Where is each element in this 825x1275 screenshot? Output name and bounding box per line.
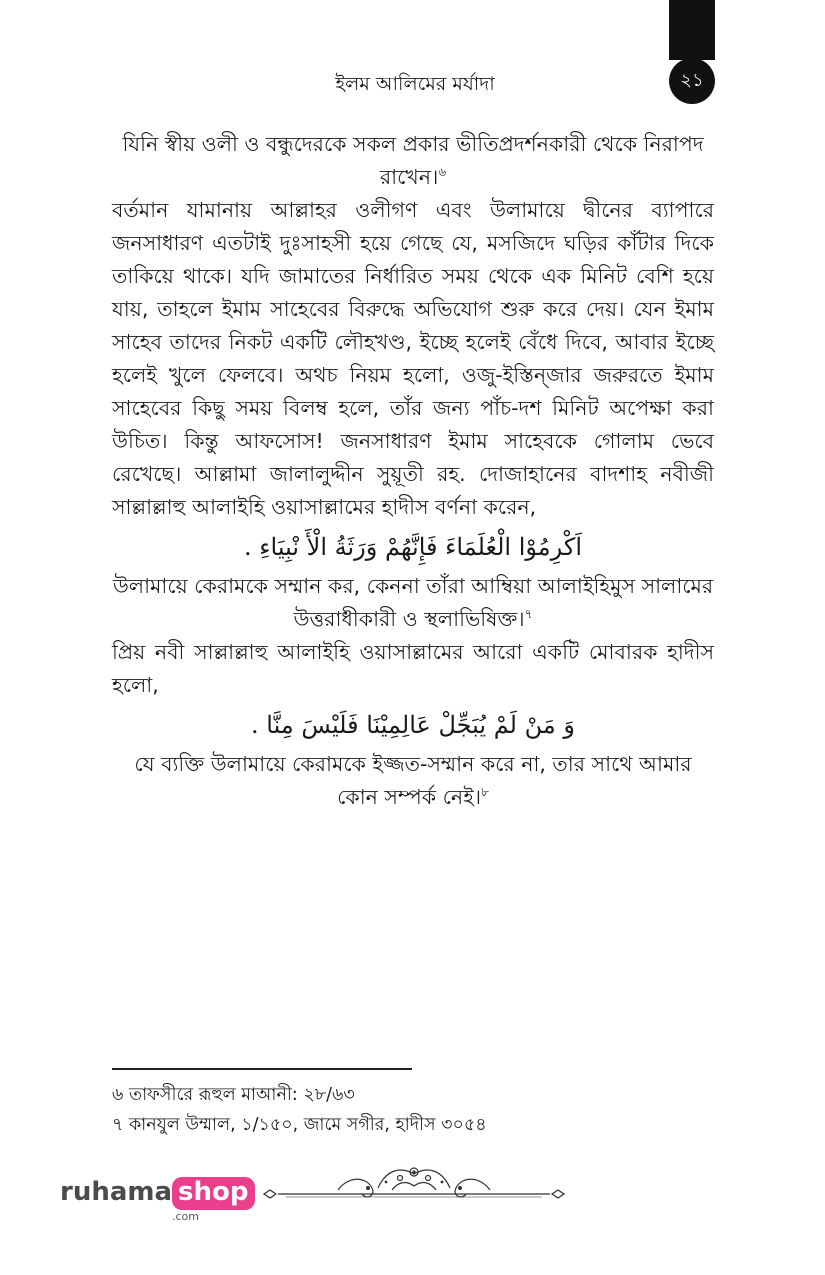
footnote-7: ৭ কানযুল উম্মাল, ১/১৫০, জামে সগীর, হাদীস ৩০৫৪	[112, 1115, 487, 1135]
page-tab	[669, 0, 715, 60]
paragraph-1: বর্তমান যামানায় আল্লাহর ওলীগণ এবং উলামায়ে দ্বীনের ব্যাপারে জনসাধারণ এতটাই দুঃসাহসী হয়ে গেছে যে, মসজিদে ঘড়ির কাঁটার দিকে তাকিয়ে থাকে। যদি জামাতের নির্ধারিত সময় থেকে এক মিনিট বেশি হয়ে যায়, তাহলে ইমাম সাহেবের বিরুদ্ধে অভিযোগ শুরু করে দেয়। যেন ইমাম সাহেব তাদের নিকট একটি লৌহখণ্ড, ইচ্ছে হলেই বেঁধে দিবে, আবার ইচ্ছে হলেই খুলে ফেলবে। অথচ নিয়ম হলো, ওজু-ইস্তিন্‌জার জরুরতে ইমাম সাহেবের কিছু সময় বিলম্ব হলে, তাঁর জন্য পাঁচ-দশ মিনিট অপেক্ষা করা উচিত। কিন্তু আফসোস! জনসাধারণ ইমাম সাহেবকে গোলাম ভেবে রেখেছে। আল্লামা জালালুদ্দীন সুয়ূতী রহ. দোজাহানের বাদশাহ নবীজী সাল্লাল্লাহু আলাইহি ওয়াসাল্লামের হাদীস বর্ণনা করেন,	[112, 198, 714, 519]
ornament-divider-icon	[258, 1160, 570, 1220]
running-header-title: ইলম আলিমের মর্যাদা	[335, 73, 495, 95]
translation-block-2	[112, 570, 714, 636]
footnote-ref-8: ৮	[481, 785, 489, 800]
footnote-ref-6: ৬	[438, 165, 447, 180]
page-body	[112, 128, 714, 814]
footnote-divider	[112, 1068, 412, 1070]
page-number: ২১	[669, 58, 715, 104]
translation-block-1	[112, 128, 714, 194]
arabic-hadith-2: وَ مَنْ لَمْ يُبَجِّلْ عَالِمِيْنَا فَلَيْسَ مِنَّا .	[251, 711, 575, 739]
arabic-hadith-1: اَكْرِمُوْا الْعُلَمَاءَ فَإِنَّهُمْ وَرَثَةُ الْأَ نْبِيَاءِ .	[244, 533, 582, 561]
footnotes	[112, 1080, 712, 1140]
logo-text-ruhama: ruhama	[60, 1177, 173, 1207]
logo-text-shop: shop	[172, 1177, 254, 1210]
paragraph-2: প্রিয় নবী সাল্লাল্লাহু আলাইহি ওয়াসাল্লামের আরো একটি মোবারক হাদীস হলো,	[112, 640, 714, 697]
footnote-ref-7: ৭	[524, 607, 533, 622]
logo-text-domain: .com	[172, 1210, 199, 1223]
publisher-logo	[60, 1177, 255, 1223]
translation-2-text: উলামায়ে কেরামকে সম্মান কর, কেননা তাঁরা আম্বিয়া আলাইহিমুস সালামের উত্তরাধীকারী ও স্থলাভিষিক্ত।	[112, 574, 714, 631]
translation-block-3	[112, 748, 714, 814]
translation-3-text: যে ব্যক্তি উলামায়ে কেরামকে ইজ্জত-সম্মান করে না, তার সাথে আমার কোন সম্পর্ক নেই।	[134, 752, 692, 809]
translation-1-text: যিনি স্বীয় ওলী ও বন্ধুদেরকে সকল প্রকার ভীতিপ্রদর্শনকারী থেকে নিরাপদ রাখেন।	[122, 132, 704, 189]
footnote-6: ৬ তাফসীরে রূহুল মাআনী: ২৮/৬৩	[112, 1085, 355, 1105]
